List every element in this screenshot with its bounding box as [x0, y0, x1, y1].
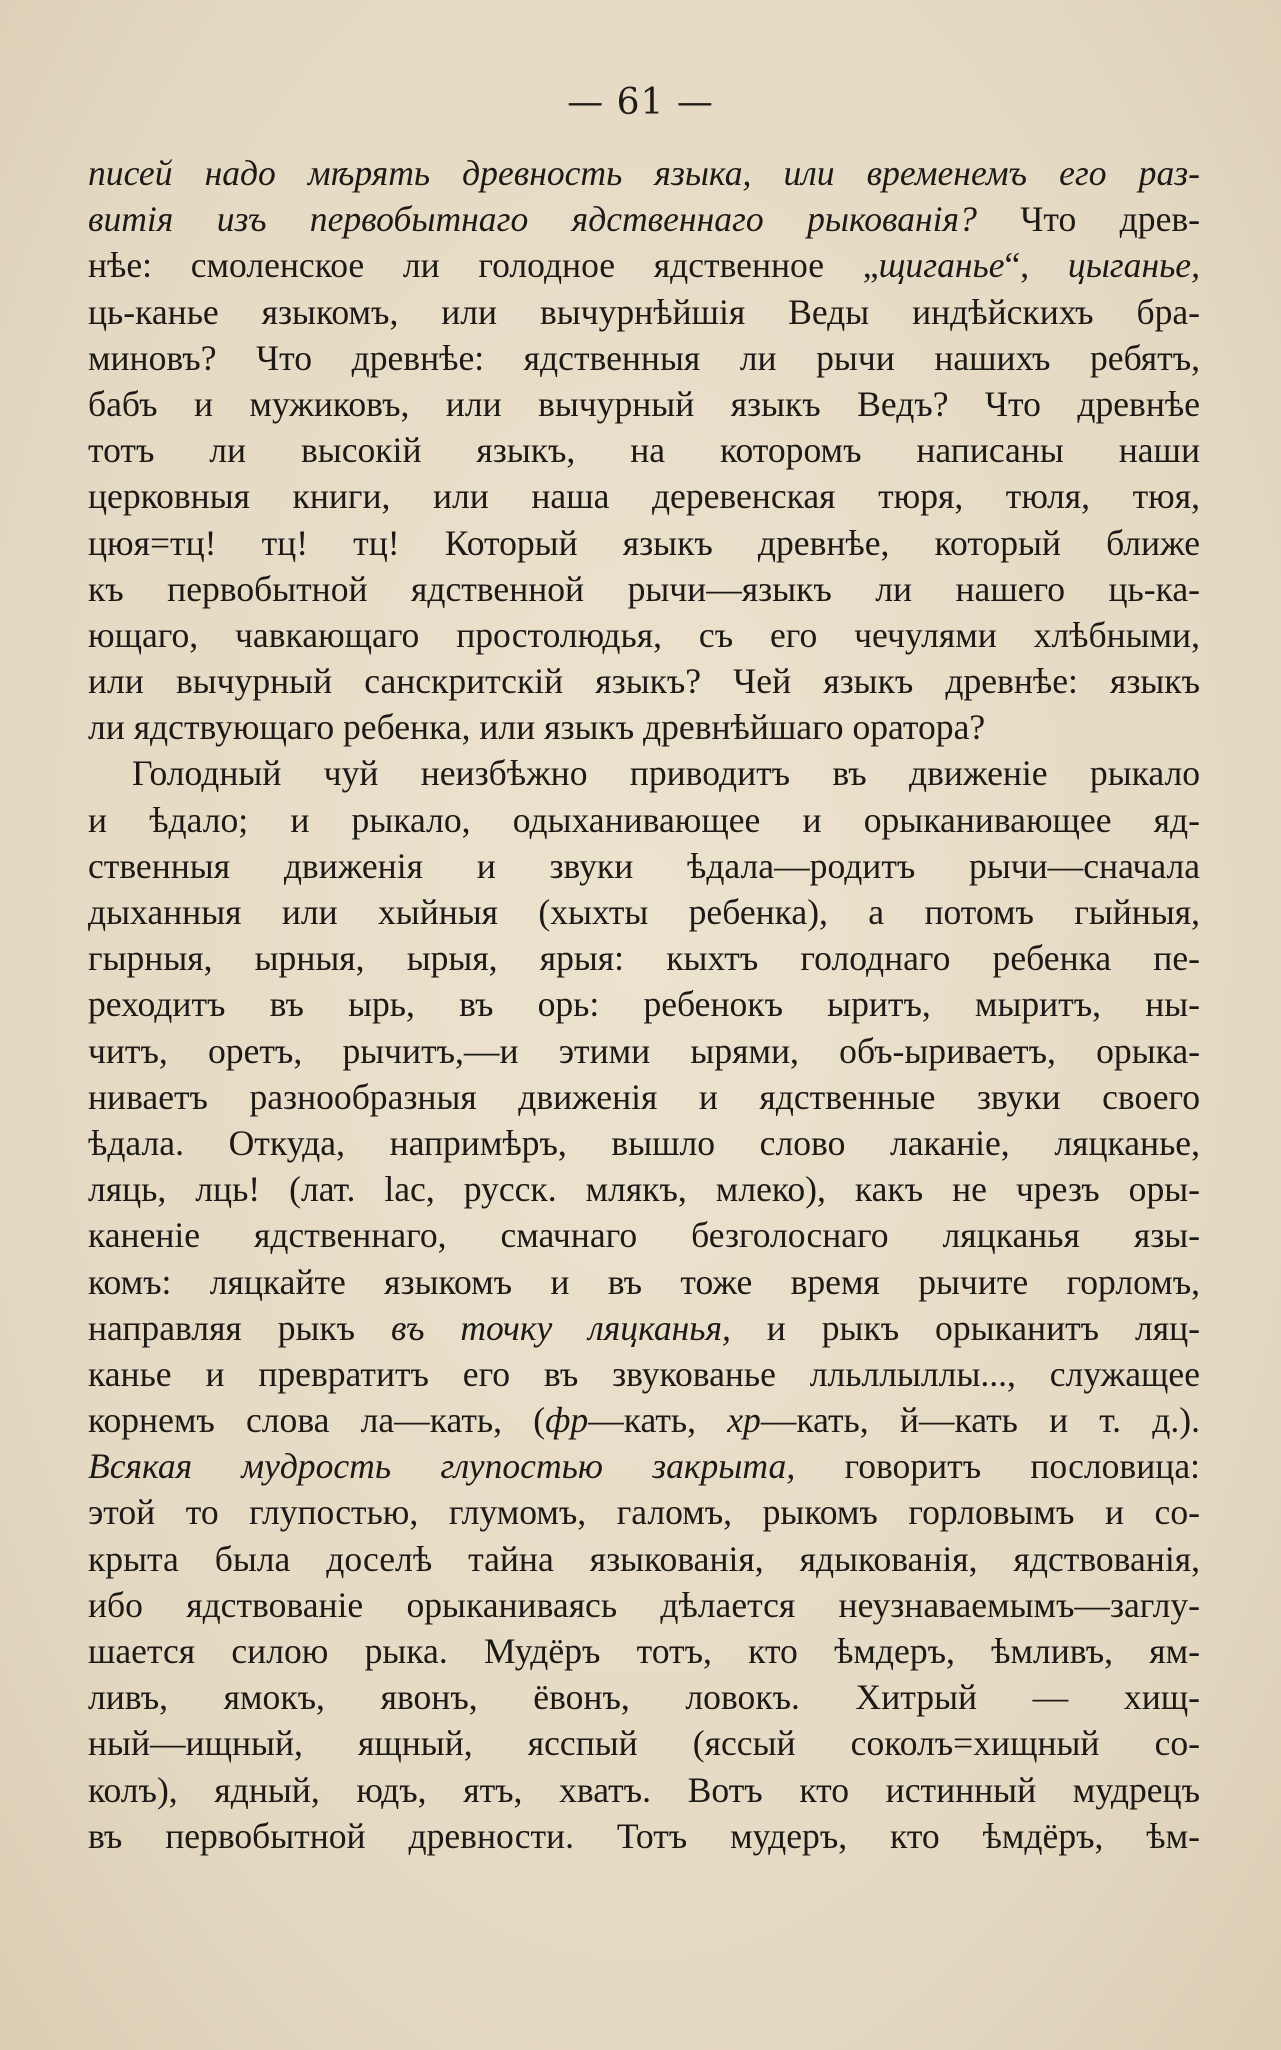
text-line	[88, 1720, 1200, 1766]
text-line	[88, 889, 1200, 935]
text-run: канье и превратитъ его въ звукованье лльллыллы..., служащее	[88, 1353, 1200, 1394]
text-run: “,	[1004, 245, 1068, 286]
text-line	[88, 150, 1200, 196]
text-run: корнемъ слова ла—кать, (	[88, 1400, 546, 1441]
text-run: ющаго, чавкающаго простолюдья, съ его чечулями хлѣбными,	[88, 614, 1200, 655]
text-run: реходитъ въ ырь, въ орь: ребенокъ ыритъ, мыритъ, ны-	[88, 984, 1200, 1025]
text-line	[88, 381, 1200, 427]
page-text-body	[88, 150, 1200, 1859]
italic-text-run: въ точку ляцканья,	[391, 1307, 731, 1348]
text-line	[88, 520, 1200, 566]
text-run: каненіе ядственнаго, смачнаго безголоснаго ляцканья язы-	[88, 1215, 1200, 1256]
text-run: ливъ, ямокъ, явонъ, ёвонъ, ловокъ. Хитрый — хищ-	[88, 1677, 1200, 1718]
text-line	[88, 1166, 1200, 1212]
text-run: церковныя книги, или наша деревенская тюря, тюля, тюя,	[88, 476, 1200, 517]
text-run: крыта была доселѣ тайна языкованія, ядыкованія, ядствованія,	[88, 1538, 1200, 1579]
text-line	[88, 427, 1200, 473]
text-line	[88, 981, 1200, 1027]
text-line	[88, 335, 1200, 381]
text-line	[88, 843, 1200, 889]
text-run: говоритъ пословица:	[795, 1446, 1200, 1487]
text-run: дыханныя или хыйныя (хыхты ребенка), а потомъ гыйныя,	[88, 892, 1200, 932]
text-line	[88, 1074, 1200, 1120]
text-run: ниваетъ разнообразныя движенія и ядственные звуки своего	[88, 1076, 1200, 1117]
text-line	[88, 196, 1200, 242]
text-run: ць-канье языкомъ, или вычурнѣйшія Веды индѣйскихъ бра-	[88, 291, 1200, 332]
text-run: и ѣдало; и рыкало, одыханивающее и орыканивающее яд-	[88, 799, 1200, 840]
text-run: нѣе: смоленское ли голодное ядственное „	[88, 245, 879, 286]
text-line	[88, 1767, 1200, 1813]
italic-text-run: витія изъ первобытнаго ядственнаго рыкованія?	[88, 199, 977, 240]
text-run: въ первобытной древности. Тотъ мудеръ, кто ѣмдёръ, ѣм-	[88, 1815, 1200, 1856]
text-run: или вычурный санскритскій языкъ? Чей языкъ древнѣе: языкъ	[88, 661, 1200, 702]
italic-text-run: фр	[545, 1400, 589, 1441]
text-run: —кать, й—кать и т. д.).	[760, 1400, 1200, 1441]
text-line	[88, 797, 1200, 843]
text-run: миновъ? Что древнѣе: ядственныя ли рычи нашихъ ребятъ,	[88, 337, 1200, 378]
text-run: ибо ядствованіе орыканиваясь дѣлается неузнаваемымъ—заглу-	[88, 1584, 1200, 1625]
text-run: этой то глупостью, глумомъ, галомъ, рыкомъ горловымъ и со-	[88, 1492, 1200, 1533]
text-run: тотъ ли высокій языкъ, на которомъ написаны наши	[88, 430, 1200, 471]
text-run: шается силою рыка. Мудёръ тотъ, кто ѣмдеръ, ѣмливъ, ям-	[88, 1631, 1200, 1671]
text-line	[88, 750, 1200, 796]
text-line	[88, 473, 1200, 519]
text-line	[88, 1582, 1200, 1628]
text-run: комъ: ляцкайте языкомъ и въ тоже время рычите горломъ,	[88, 1261, 1200, 1302]
text-line	[88, 1628, 1200, 1674]
italic-text-run: Всякая мудрость глупостью закрыта,	[88, 1446, 796, 1487]
text-line	[88, 1536, 1200, 1582]
text-run: направляя рыкъ	[88, 1307, 391, 1348]
text-run: ственныя движенія и звуки ѣдала—родитъ рычи—сначала	[88, 845, 1200, 886]
text-line	[88, 1212, 1200, 1258]
text-run: ѣдала. Откуда, напримѣръ, вышло слово лаканіе, ляцканье,	[88, 1122, 1200, 1163]
text-run: къ первобытной ядственной рычи—языкъ ли нашего ць-ка-	[88, 568, 1200, 609]
text-line	[88, 1028, 1200, 1074]
text-line	[88, 1443, 1200, 1489]
text-run: —кать,	[588, 1400, 728, 1441]
text-line	[88, 1305, 1200, 1351]
text-run: ный—ищный, ящный, ясспый (яссый соколъ=хищный со-	[88, 1723, 1200, 1764]
text-run: ли ядствующаго ребенка, или языкъ древнѣйшаго оратора?	[88, 707, 986, 748]
page-number: — 61 —	[567, 82, 714, 123]
text-line	[88, 935, 1200, 981]
text-run: гырныя, ырныя, ырыя, ярыя: кыхтъ голоднаго ребенка пе-	[88, 938, 1200, 979]
text-line	[88, 1397, 1200, 1443]
text-line	[88, 1489, 1200, 1535]
text-line	[88, 1674, 1200, 1720]
italic-text-run: щиганье	[878, 245, 1005, 286]
italic-text-run: писей надо мѣрять древность языка, или временемъ его раз-	[88, 153, 1200, 193]
text-line	[88, 612, 1200, 658]
text-line	[88, 1813, 1200, 1859]
text-line	[88, 289, 1200, 335]
text-line	[88, 658, 1200, 704]
text-line	[88, 566, 1200, 612]
text-run: колъ), ядный, юдъ, ятъ, хватъ. Вотъ кто истинный мудрецъ	[88, 1769, 1200, 1810]
text-run: Голодный чуй неизбѣжно приводитъ въ движеніе рыкало	[132, 753, 1200, 794]
text-line	[88, 1259, 1200, 1305]
text-run: ляць, лць! (лат. lac, русск. млякъ, млеко), какъ не чрезъ оры-	[88, 1169, 1200, 1210]
text-line	[88, 242, 1200, 288]
text-run: цюя=тц! тц! тц! Который языкъ древнѣе, который ближе	[88, 522, 1200, 563]
text-line	[88, 1351, 1200, 1397]
text-run: Что древ-	[976, 199, 1201, 240]
text-line	[88, 704, 1200, 750]
text-run: и рыкъ орыканитъ ляц-	[730, 1307, 1200, 1348]
text-run: бабъ и мужиковъ, или вычурный языкъ Ведъ? Что древнѣе	[88, 383, 1200, 424]
text-run: читъ, оретъ, рычитъ,—и этими ырями, объ-ыриваетъ, орыка-	[88, 1030, 1200, 1071]
italic-text-run: цыганье,	[1067, 245, 1200, 286]
text-line	[88, 1120, 1200, 1166]
italic-text-run: хр	[727, 1400, 761, 1441]
